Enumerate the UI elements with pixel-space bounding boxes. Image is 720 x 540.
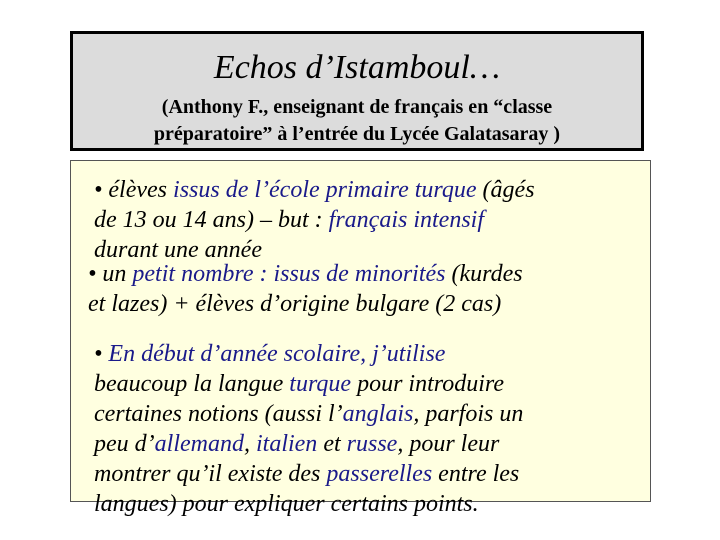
text-run: , pour leur [397, 431, 500, 457]
text-run: • élèves [94, 177, 174, 203]
slide-subtitle [73, 94, 641, 148]
text-run: russe [346, 431, 398, 457]
text-run: anglais [342, 401, 414, 427]
subtitle-line-1: (Anthony F., enseignant de français en “classe [161, 96, 553, 118]
text-run: passerelles [326, 461, 433, 487]
bullet-eleves [94, 175, 649, 265]
text-run: entre les [432, 461, 520, 487]
text-run: et [317, 431, 347, 457]
text-run: durant une année [94, 237, 262, 263]
text-run: peu d’ [94, 431, 155, 457]
slide-title: Echos d’Istamboul… [213, 49, 501, 86]
text-run: turque [289, 371, 352, 397]
text-run: montrer qu’il existe des [94, 461, 327, 487]
text-run: • [94, 341, 109, 367]
text-run: français intensif [328, 207, 484, 233]
text-run: (âgés [476, 177, 535, 203]
text-run: langues) pour expliquer certains points. [94, 491, 479, 517]
text-run: allemand [154, 431, 244, 457]
text-run: de 13 ou 14 ans) – but : [94, 207, 329, 233]
text-run: , parfois un [413, 401, 524, 427]
title-box [70, 31, 644, 151]
text-run: En début d’année scolaire, j’utilise [108, 341, 446, 367]
text-run: certaines notions (aussi l’ [94, 401, 343, 427]
subtitle-line-2: préparatoire” à l’entrée du Lycée Galatasaray ) [153, 123, 561, 145]
text-run: italien [255, 431, 318, 457]
text-run: , [243, 431, 256, 457]
text-run: pour introduire [351, 371, 504, 397]
text-run: petit nombre : issus de minorités [132, 261, 446, 287]
bullet-debut-annee [94, 339, 644, 519]
content-box [70, 160, 651, 517]
text-run: • un [88, 261, 133, 287]
text-run: beaucoup la langue [94, 371, 290, 397]
bullet-petit-nombre [88, 259, 648, 319]
text-run: issus de l’école primaire turque [173, 177, 477, 203]
text-run: et lazes) + élèves d’origine bulgare (2 cas) [88, 291, 502, 317]
text-run: (kurdes [445, 261, 523, 287]
